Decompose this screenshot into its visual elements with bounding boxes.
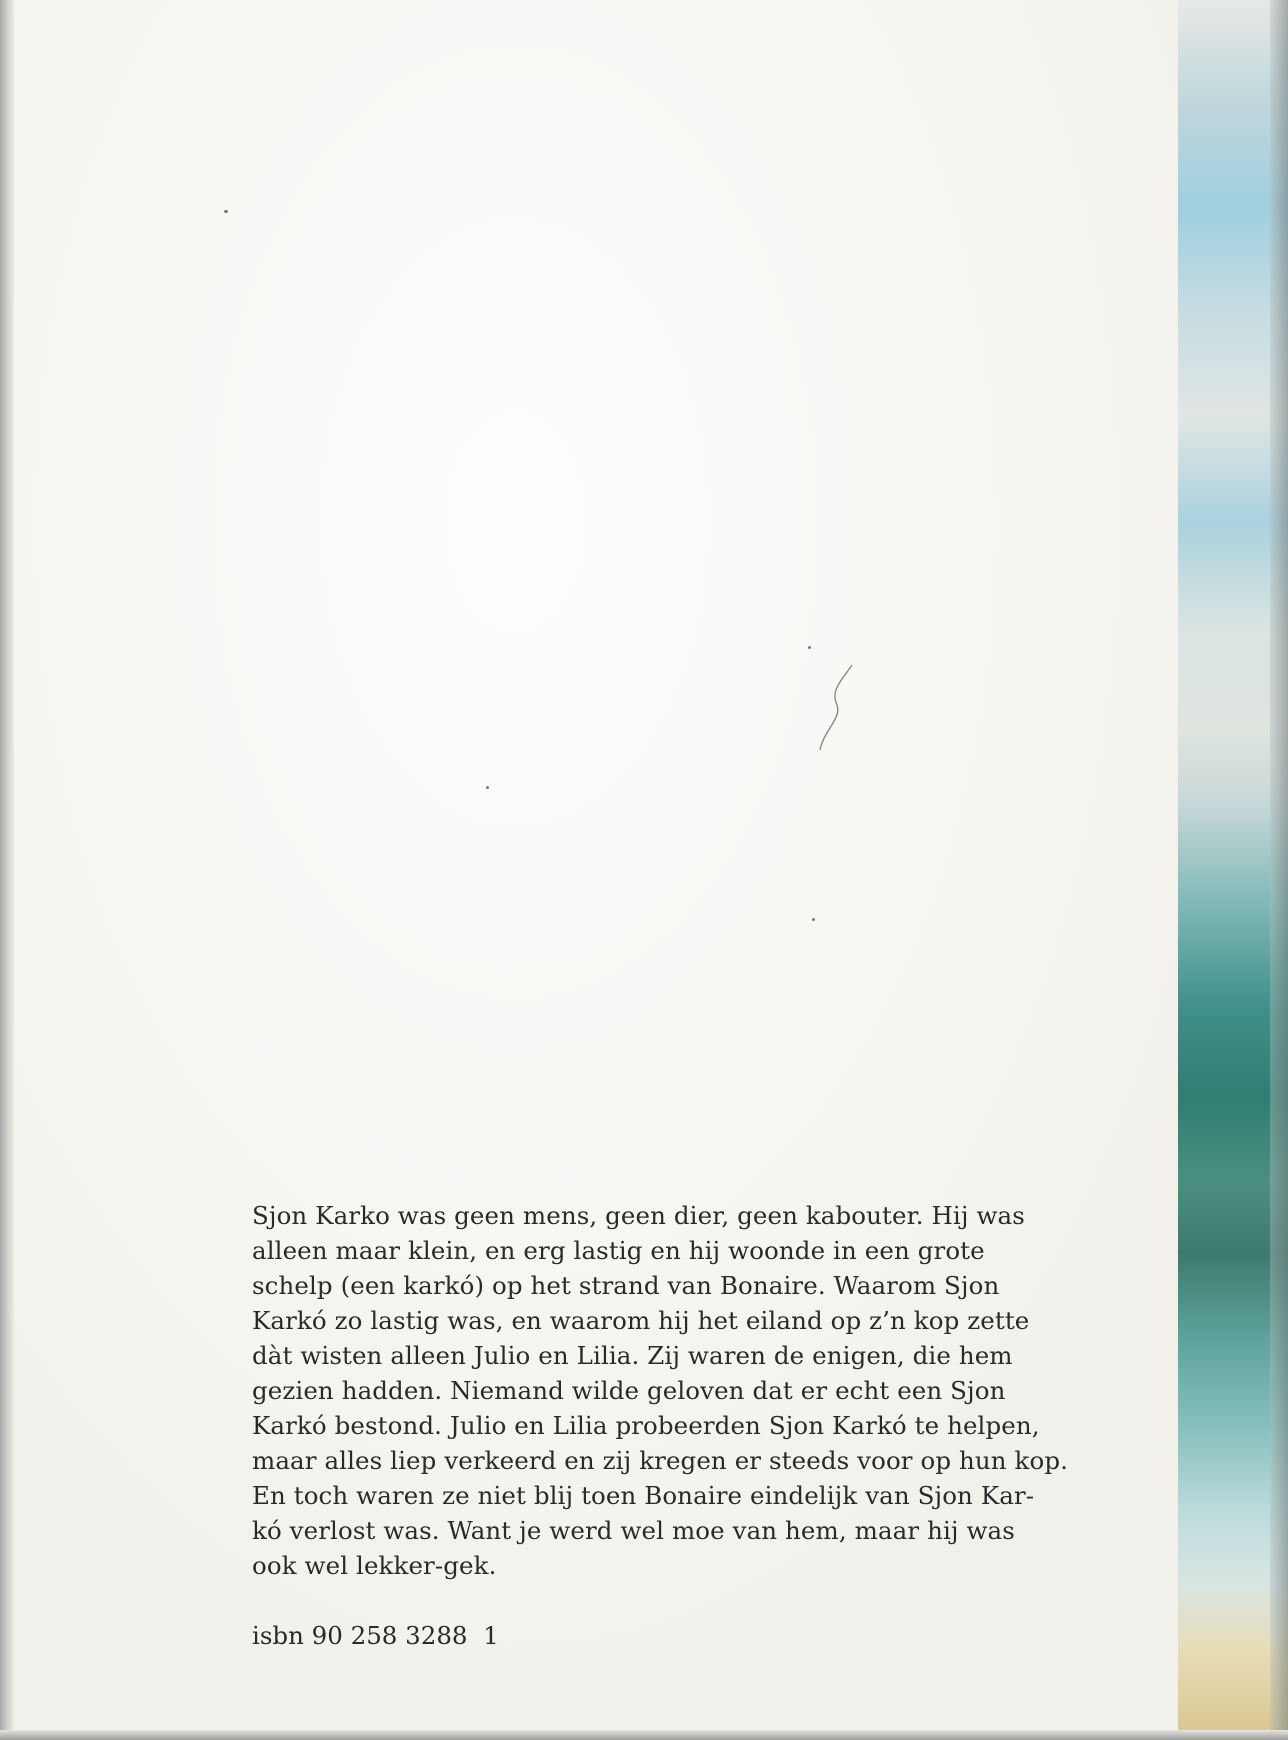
blurb-line: En toch waren ze niet blij toen Bonaire eindelijk van Sjon Kar-	[252, 1481, 1035, 1510]
paper-speck	[808, 646, 811, 649]
blurb-line: ook wel lekker-gek.	[252, 1551, 497, 1580]
scan-bottom-edge	[0, 1730, 1288, 1740]
blurb-line: maar alles liep verkeerd en zij kregen er steeds voor op hun kop.	[252, 1446, 1069, 1475]
blurb-text	[252, 1198, 1069, 1583]
blurb-line: Karkó zo lastig was, en waarom hij het eiland op z’n kop zette	[252, 1306, 1030, 1335]
blurb-line: gezien hadden. Niemand wilde geloven dat er echt een Sjon	[252, 1376, 1006, 1405]
blurb-line: Sjon Karko was geen mens, geen dier, geen kabouter. Hij was	[252, 1201, 1025, 1230]
blurb-line: schelp (een karkó) op het strand van Bonaire. Waarom Sjon	[252, 1271, 1000, 1300]
blurb-line: kó verlost was. Want je werd wel moe van hem, maar hij was	[252, 1516, 1015, 1545]
paper-speck	[812, 918, 815, 921]
paper-speck	[224, 210, 228, 213]
blurb-line: alleen maar klein, en erg lastig en hij woonde in een grote	[252, 1236, 985, 1265]
isbn-number: isbn 90 258 3288 1	[252, 1621, 499, 1650]
scan-left-edge	[0, 0, 14, 1740]
blurb-line: dàt wisten alleen Julio en Lilia. Zij waren de enigen, die hem	[252, 1341, 1013, 1370]
paper-speck	[486, 786, 489, 789]
book-spine-edge	[1270, 0, 1288, 1740]
blurb-line: Karkó bestond. Julio en Lilia probeerden Sjon Karkó te helpen,	[252, 1411, 1040, 1440]
paper-crease-mark	[812, 660, 872, 760]
